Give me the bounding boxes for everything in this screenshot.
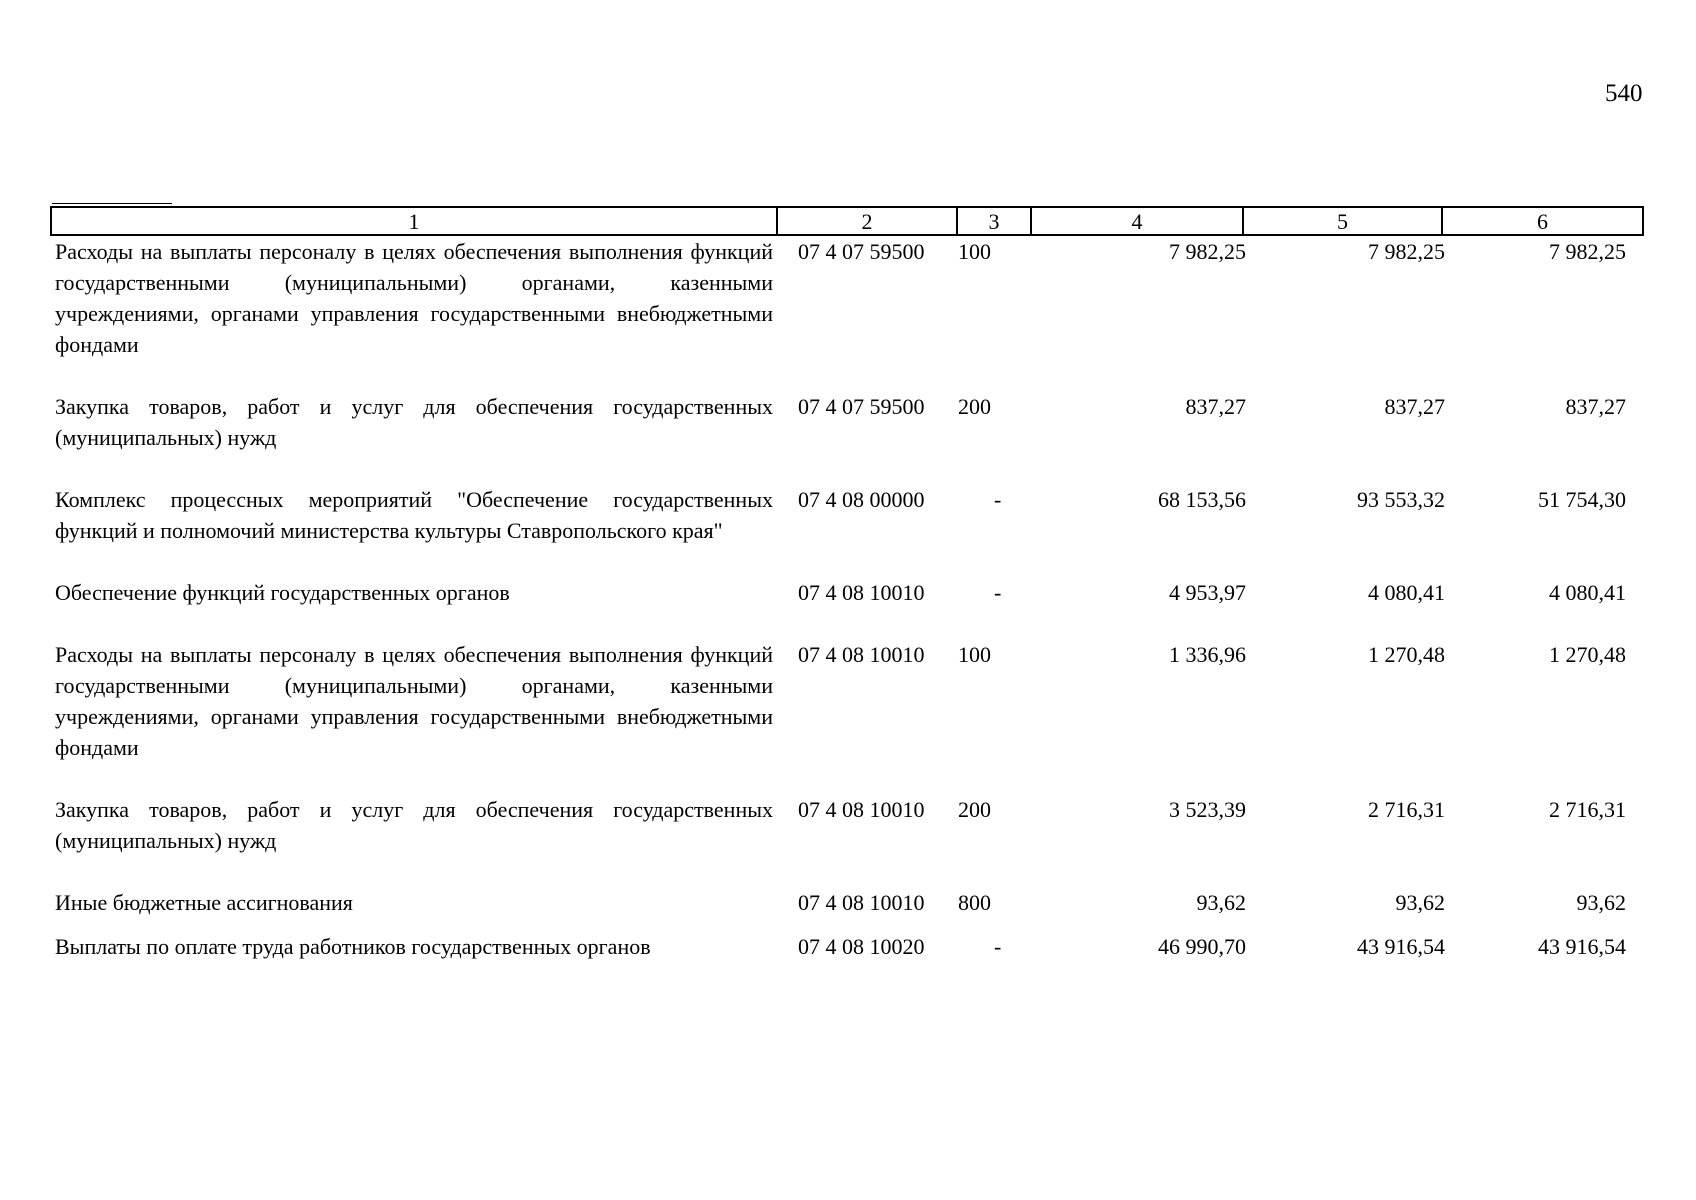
row-type: 200 — [958, 394, 991, 419]
row-code: 07 4 08 10010 — [798, 797, 925, 822]
header-col-5: 5 — [1242, 206, 1443, 236]
row-type: 200 — [958, 797, 991, 822]
header-stub-line — [52, 203, 172, 204]
row-value-5: 837,27 — [1384, 394, 1445, 419]
row-value-4: 3 523,39 — [1169, 797, 1246, 822]
row-code: 07 4 08 10010 — [798, 580, 925, 605]
row-type: - — [994, 487, 1002, 512]
row-value-5: 43 916,54 — [1357, 934, 1445, 959]
row-value-6: 51 754,30 — [1538, 487, 1626, 512]
row-value-6: 4 080,41 — [1549, 580, 1626, 605]
row-value-5: 2 716,31 — [1368, 797, 1445, 822]
row-value-6: 2 716,31 — [1549, 797, 1626, 822]
row-type: 100 — [958, 642, 991, 667]
row-value-6: 7 982,25 — [1549, 239, 1626, 264]
row-name: Расходы на выплаты персоналу в целях обеспечения выполнения функций государственными (муниципальными) органами, казенными учреждениями, органами управления государственными внебюджетными фондами — [55, 642, 773, 760]
row-type: - — [994, 934, 1002, 959]
row-code: 07 4 08 10020 — [798, 934, 925, 959]
row-code: 07 4 07 59500 — [798, 394, 925, 419]
row-value-6: 93,62 — [1576, 890, 1626, 915]
row-value-5: 1 270,48 — [1368, 642, 1445, 667]
row-name: Комплекс процессных мероприятий "Обеспечение государственных функций и полномочий министерства культуры Ставропольского края" — [55, 487, 773, 543]
row-value-5: 7 982,25 — [1368, 239, 1445, 264]
row-value-4: 1 336,96 — [1169, 642, 1246, 667]
row-value-4: 68 153,56 — [1158, 487, 1246, 512]
row-code: 07 4 07 59500 — [798, 239, 925, 264]
row-value-4: 4 953,97 — [1169, 580, 1246, 605]
row-type: 100 — [958, 239, 991, 264]
header-col-4: 4 — [1030, 206, 1244, 236]
row-value-5: 93,62 — [1395, 890, 1445, 915]
row-name: Расходы на выплаты персоналу в целях обеспечения выполнения функций государственными (муниципальными) органами, казенными учреждениями, органами управления государственными внебюджетными фондами — [55, 239, 773, 357]
row-type: - — [994, 580, 1002, 605]
table-header — [50, 206, 1644, 234]
row-name: Обеспечение функций государственных органов — [55, 580, 510, 605]
row-value-4: 837,27 — [1185, 394, 1246, 419]
row-value-5: 4 080,41 — [1368, 580, 1445, 605]
row-value-4: 7 982,25 — [1169, 239, 1246, 264]
row-name: Закупка товаров, работ и услуг для обеспечения государственных (муниципальных) нужд — [55, 394, 773, 450]
row-value-4: 93,62 — [1196, 890, 1246, 915]
row-code: 07 4 08 10010 — [798, 642, 925, 667]
row-code: 07 4 08 00000 — [798, 487, 925, 512]
row-value-4: 46 990,70 — [1158, 934, 1246, 959]
row-value-5: 93 553,32 — [1357, 487, 1445, 512]
header-col-1: 1 — [50, 206, 778, 236]
header-col-6: 6 — [1441, 206, 1644, 236]
row-type: 800 — [958, 890, 991, 915]
row-value-6: 837,27 — [1565, 394, 1626, 419]
row-code: 07 4 08 10010 — [798, 890, 925, 915]
row-value-6: 1 270,48 — [1549, 642, 1626, 667]
row-name: Иные бюджетные ассигнования — [55, 890, 353, 915]
header-col-2: 2 — [776, 206, 958, 236]
row-name: Закупка товаров, работ и услуг для обеспечения государственных (муниципальных) нужд — [55, 797, 773, 853]
row-name: Выплаты по оплате труда работников государственных органов — [55, 934, 651, 959]
row-value-6: 43 916,54 — [1538, 934, 1626, 959]
header-col-3: 3 — [956, 206, 1032, 236]
page-number: 540 — [1605, 80, 1643, 107]
